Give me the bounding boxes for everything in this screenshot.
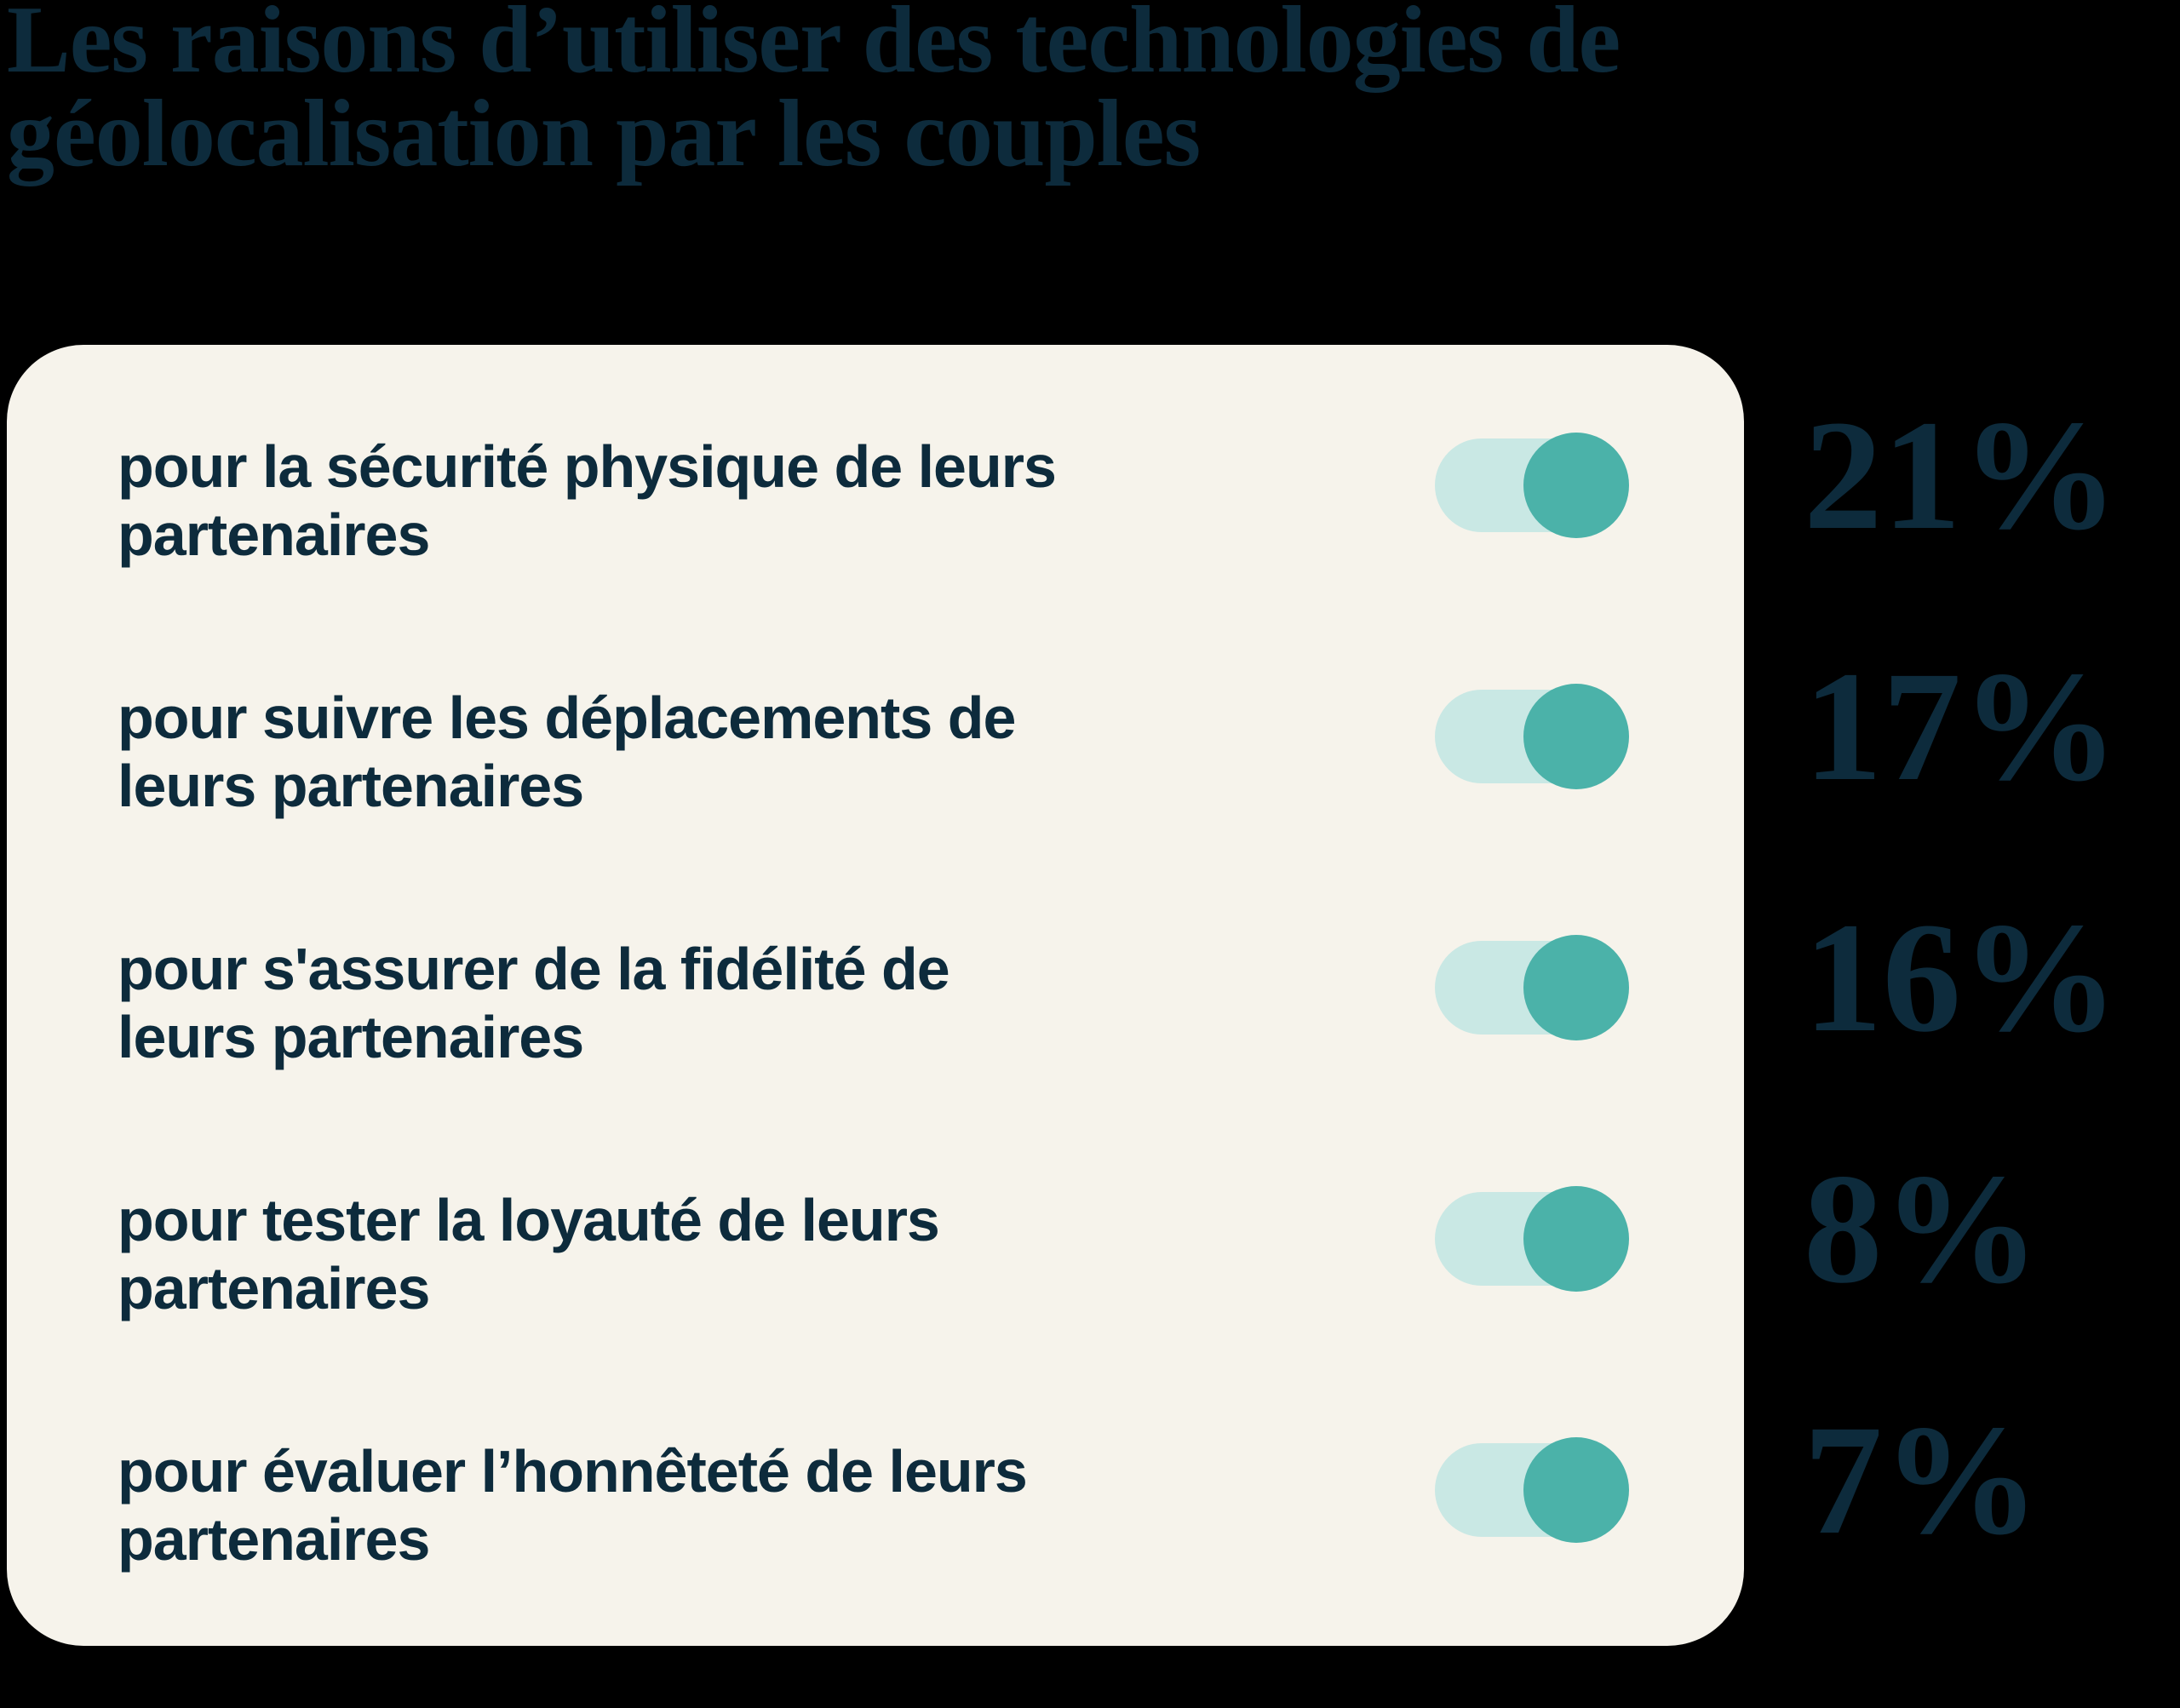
reason-row-honnetete <box>118 1437 1693 1650</box>
reason-label <box>118 1186 1225 1322</box>
reason-label <box>118 433 1225 569</box>
reason-label-line1: pour suivre les déplacements de <box>118 685 1016 751</box>
reason-label-line1: pour la sécurité physique de leurs <box>118 433 1056 500</box>
toggle-switch[interactable] <box>1435 690 1622 783</box>
reason-label-line1: pour s'assurer de la fidélité de <box>118 936 949 1002</box>
percent-value: 16% <box>1804 891 2119 1065</box>
reason-row-suivre <box>118 684 1693 897</box>
percent-value: 17% <box>1804 639 2119 814</box>
toggle-switch[interactable] <box>1435 438 1622 532</box>
percent-value: 7% <box>1804 1393 2040 1568</box>
percent-value: 8% <box>1804 1142 2040 1316</box>
reason-label <box>118 935 1225 1071</box>
toggle-knob-icon <box>1523 433 1629 538</box>
reason-label <box>118 1437 1225 1573</box>
reason-label-line2: partenaires <box>118 1506 430 1573</box>
reason-label <box>118 684 1225 820</box>
reason-row-fidelite <box>118 935 1693 1148</box>
chart-title <box>7 0 1621 186</box>
reason-row-securite <box>118 433 1693 645</box>
toggle-knob-icon <box>1523 1186 1629 1292</box>
reason-label-line1: pour évaluer l’honnêteté de leurs <box>118 1438 1027 1505</box>
toggle-switch[interactable] <box>1435 1192 1622 1286</box>
percent-value: 21% <box>1804 388 2119 563</box>
reasons-card <box>7 345 1744 1646</box>
reason-label-line2: partenaires <box>118 1255 430 1321</box>
chart-title-line1: Les raisons d’utiliser des technologies de <box>7 0 1621 93</box>
reason-label-line2: leurs partenaires <box>118 1004 584 1070</box>
chart-title-line2: géolocalisation par les couples <box>7 81 1201 186</box>
reason-row-loyaute <box>118 1186 1693 1399</box>
toggle-switch[interactable] <box>1435 1443 1622 1537</box>
reason-label-line1: pour tester la loyauté de leurs <box>118 1187 939 1253</box>
toggle-switch[interactable] <box>1435 941 1622 1035</box>
reason-label-line2: partenaires <box>118 502 430 568</box>
toggle-knob-icon <box>1523 1437 1629 1543</box>
reason-label-line2: leurs partenaires <box>118 753 584 819</box>
toggle-knob-icon <box>1523 935 1629 1040</box>
toggle-knob-icon <box>1523 684 1629 789</box>
